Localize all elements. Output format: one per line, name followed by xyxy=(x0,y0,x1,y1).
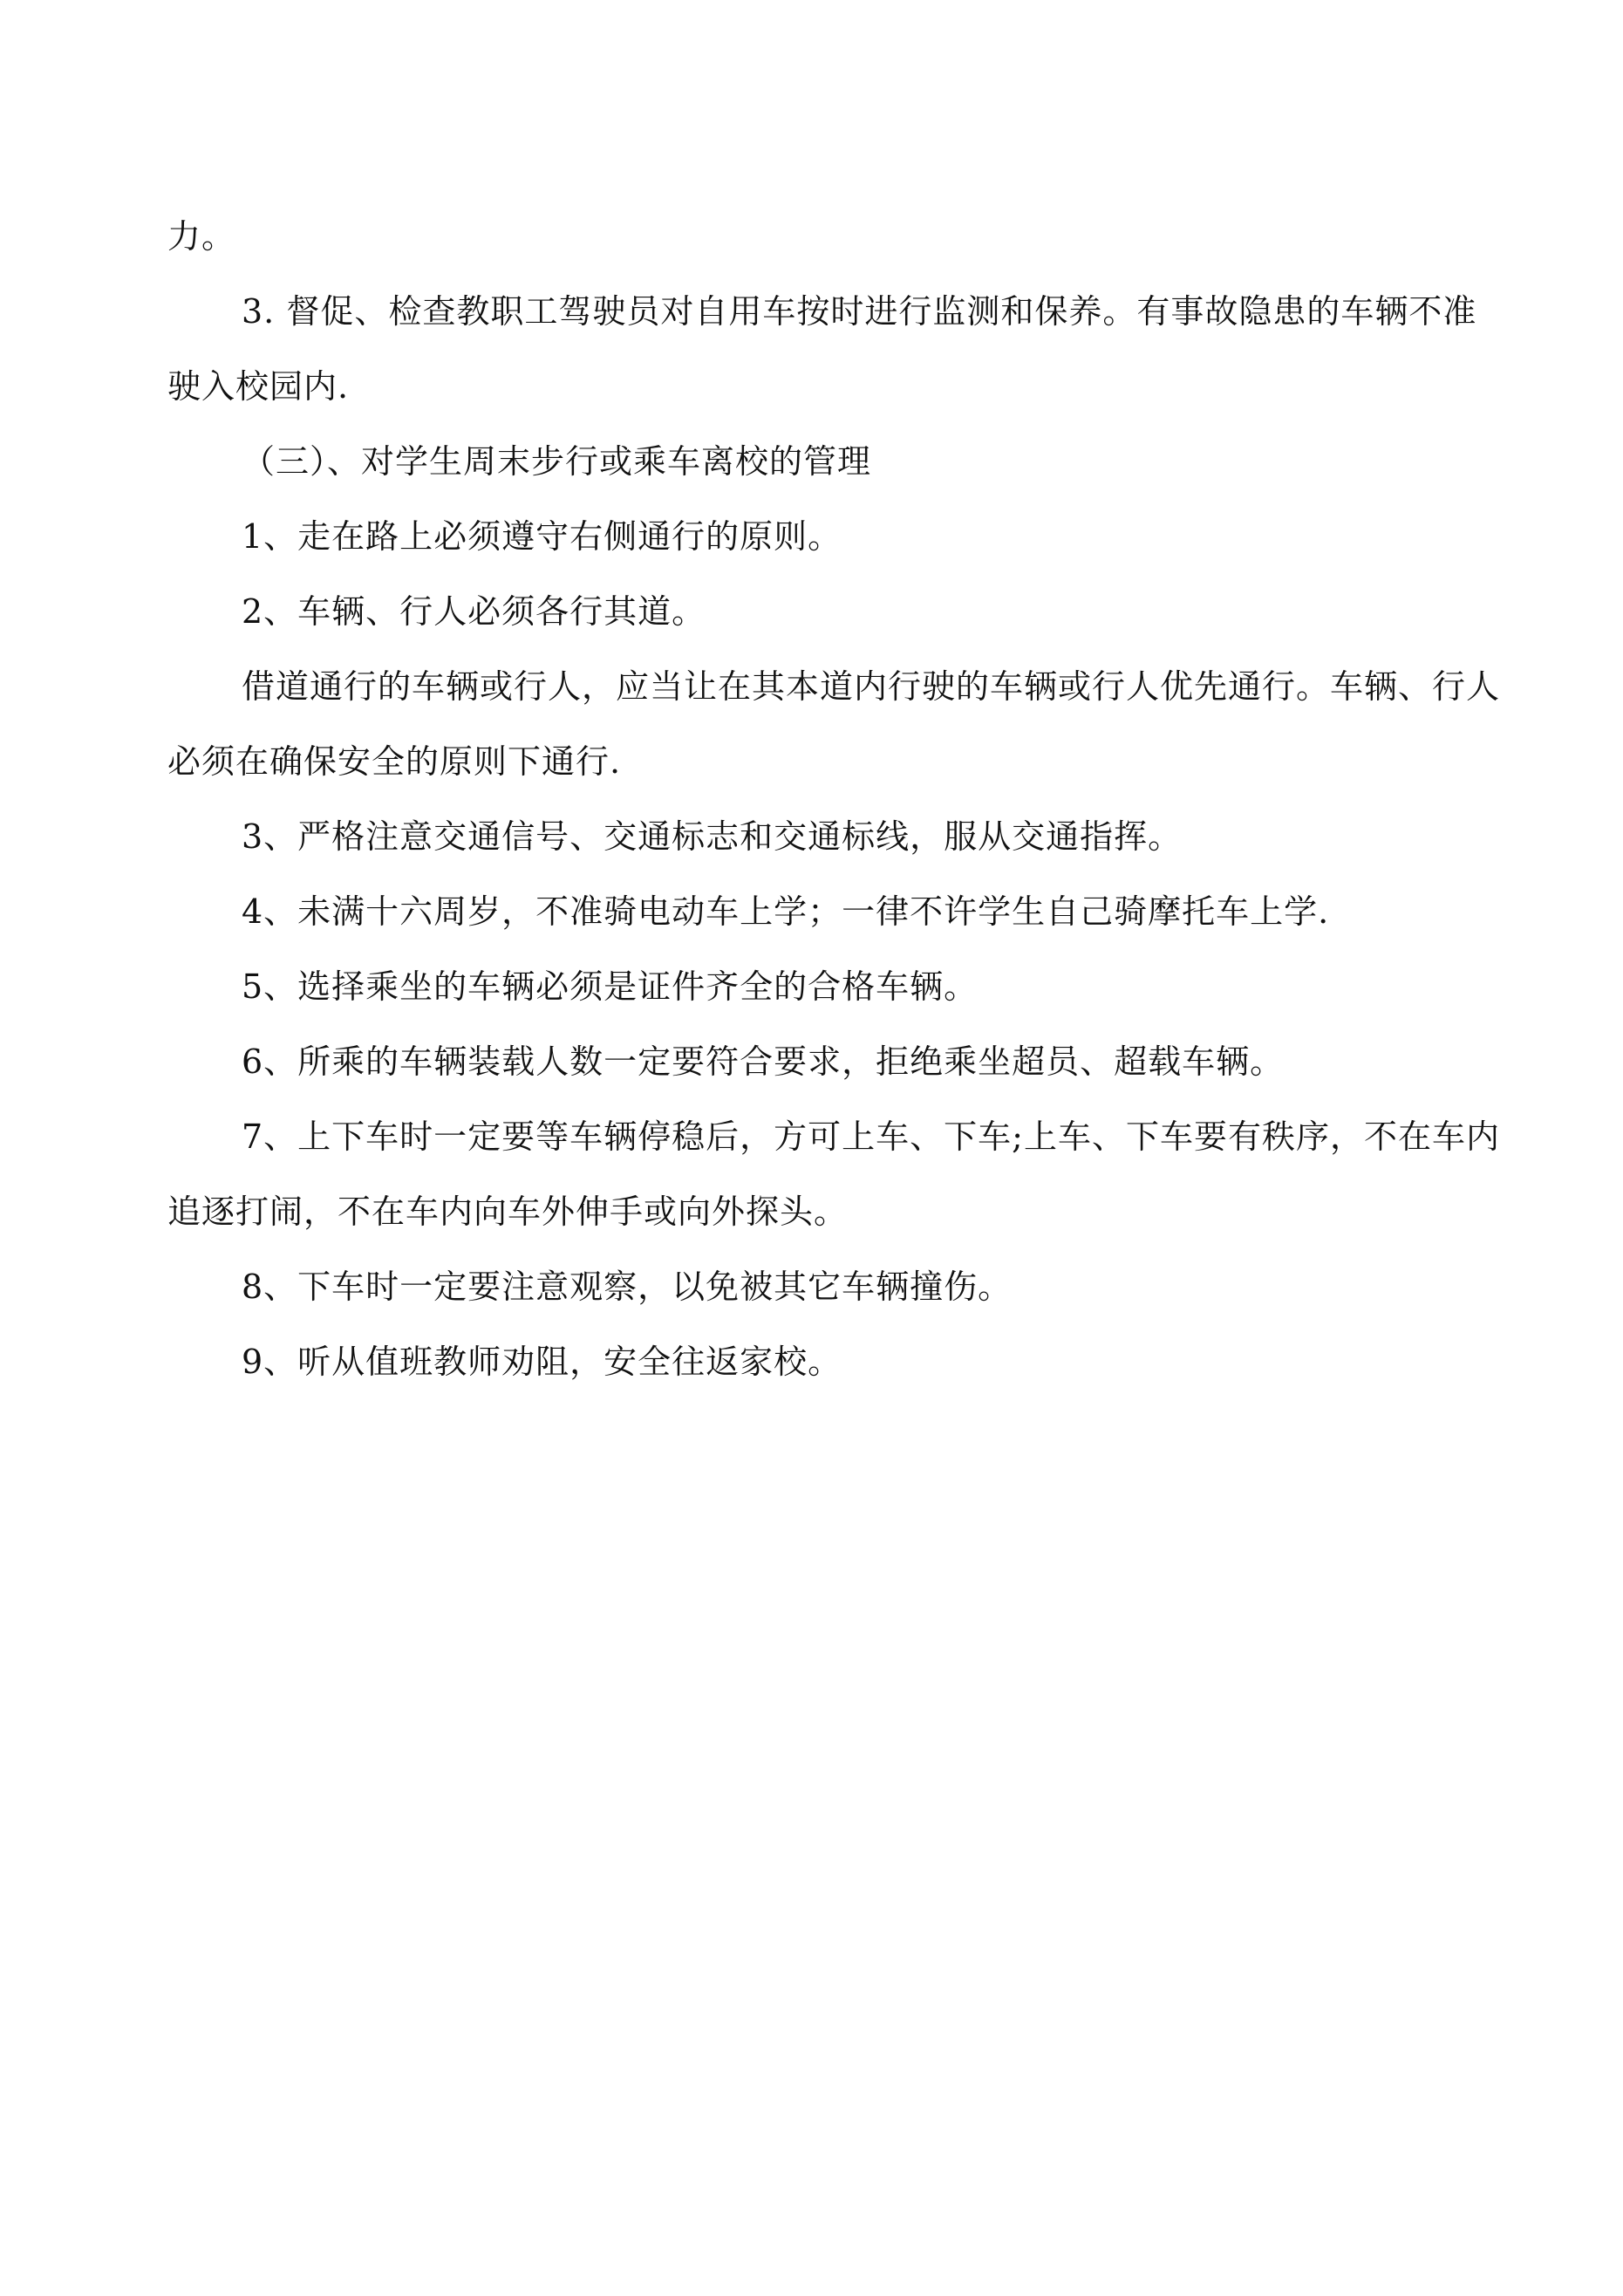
paragraph-rule-1: 1、走在路上必须遵守右侧通行的原则。 xyxy=(242,517,842,556)
section-heading-student-leave-management: （三）、对学生周末步行或乘车离校的管理 xyxy=(242,442,872,481)
document-body xyxy=(167,199,1502,1399)
paragraph-rule-2-detail: 借道通行的车辆或行人，应当让在其本道内行驶的车辆或行人优先通行。车辆、行人必须在确保安全的原则下通行. xyxy=(167,667,1501,781)
paragraph-rule-8: 8、下车时一定要注意观察，以免被其它车辆撞伤。 xyxy=(242,1268,1013,1306)
paragraph-continuation: 力。 xyxy=(167,217,236,256)
paragraph-rule-2: 2、车辆、行人必须各行其道。 xyxy=(242,592,706,631)
paragraph-rule-5: 5、选择乘坐的车辆必须是证件齐全的合格车辆。 xyxy=(242,967,979,1006)
paragraph-rule-6: 6、所乘的车辆装载人数一定要符合要求，拒绝乘坐超员、超载车辆。 xyxy=(242,1042,1285,1081)
paragraph-rule-3: 3、严格注意交通信号、交通标志和交通标线，服从交通指挥。 xyxy=(242,817,1183,856)
paragraph-rule-9: 9、听从值班教师劝阻，安全往返家校。 xyxy=(242,1343,842,1381)
paragraph-rule-4: 4、未满十六周岁，不准骑电动车上学；一律不许学生自己骑摩托车上学. xyxy=(242,892,1330,931)
paragraph-item-3-vehicle-inspection: 3. 督促、检查教职工驾驶员对自用车按时进行监测和保养。有事故隐患的车辆不准驶入校园内. xyxy=(167,292,1477,406)
paragraph-rule-7: 7、上下车时一定要等车辆停稳后，方可上车、下车;上车、下车要有秩序，不在车内追逐打闹，不在车内向车外伸手或向外探头。 xyxy=(167,1117,1500,1231)
